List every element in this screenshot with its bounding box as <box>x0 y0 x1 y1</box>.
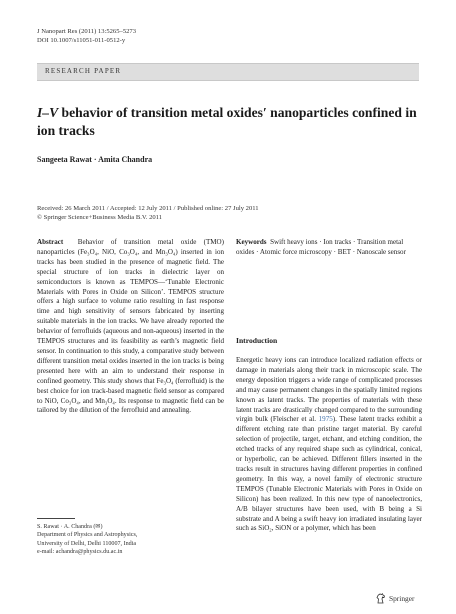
article-type-banner <box>37 63 419 81</box>
citation-link[interactable]: 1975 <box>318 415 333 424</box>
journal-citation: J Nanopart Res (2011) 13:5265–5273 <box>37 28 137 35</box>
keywords-paragraph <box>236 238 422 258</box>
journal-header <box>37 27 136 45</box>
abstract-text: Behavior of transition metal oxide (TMO) nanoparticles (Fe₃O₄, NiO, Co₃O₄, and Mn₃O₄) inserted in ion tracks has been studied in the presence of magnetic field. The special structure of ion tracks in dielectric layer on semiconductors is known as TEMPOS—‘Tunable Electronic Materials with Pores in Oxide on Silicon’. TEMPOS structure offers a high surface to volume ratio resulting in fast response time and high sensitivity of sensors fabricated by inserting suitable materials in the ion tracks. We have already reported the behavior of ferrofluids (aqueous and non-aqueous) inserted in the TEMPOS structures and its feasibility as earth’s magnetic field sensor. In continuation to this study, a comparative study between different transition metal oxides inserted in the ion tracks is being presented here with an aim to understand their response in confined geometry. This study shows that Fe₃O₄ (ferrofluid) is the best choice for ion track-based magnetic field sensor as compared to NiO, Co₃O₄, and Mn₃O₄. Its response to magnetic field can be tailored by the dilution of the ferrofluid and annealing. <box>37 238 224 415</box>
publisher-mark <box>376 593 414 604</box>
keywords-text: Swift heavy ions · Ion tracks · Transition metal oxides · Atomic force microscopy · BET · Nanoscale sensor <box>236 238 406 256</box>
introduction-paragraph <box>236 356 422 534</box>
author-affiliation <box>37 523 137 556</box>
abstract-section <box>37 238 224 416</box>
abstract-label: Abstract <box>37 238 64 246</box>
author-list: Sangeeta Rawat · Amita Chandra <box>37 155 153 164</box>
abstract-paragraph <box>37 238 224 416</box>
article-type-label: RESEARCH PAPER <box>45 67 122 75</box>
university: University of Delhi, Delhi 110007, India <box>37 540 137 547</box>
publication-history <box>37 204 259 222</box>
springer-horse-icon <box>376 593 386 604</box>
keywords-label: Keywords <box>236 238 267 246</box>
paper-title <box>37 104 417 140</box>
publisher-name: Springer <box>389 594 415 603</box>
copyright-line: © Springer Science+Business Media B.V. 2011 <box>37 214 163 222</box>
department: Department of Physics and Astrophysics, <box>37 532 138 539</box>
publication-dates: Received: 26 March 2011 / Accepted: 12 July 2011 / Published online: 27 July 2011 <box>37 205 259 212</box>
paper-title-italic: I–V <box>37 105 59 120</box>
paper-title-rest: behavior of transition metal oxides′ nanoparticles confined in ion tracks <box>37 105 417 138</box>
corresponding-authors: S. Rawat · A. Chandra (✉) <box>37 524 103 530</box>
journal-doi: DOI 10.1007/s11051-011-0512-y <box>37 37 126 44</box>
intro-text-part2: ). These latent tracks exhibit a different etching rate than pristine target material. By careful selection of projectile, target, etchant, and etching condition, the etched tracks of any required shape such as cylindrical, conical, or hyperbolic, can be achieved. Different fillers inserted in the tracks result in structures having different properties in confined geometry. In this way, a novel family of electronic structure TEMPOS (Tunable Electronic Materials with Pores in Oxide on Silicon) has been realized. In this new type of nanoelectronics, A/B bilayer structures have been used, with B being a Si substrate and A being a swift heavy ion irradiated insulating layer such as SiO₂, SiON or a polymer, which has been <box>236 415 423 533</box>
author-email[interactable]: e-mail: achandra@physics.du.ac.in <box>37 548 123 555</box>
keywords-section <box>236 238 422 258</box>
introduction-body <box>236 356 422 534</box>
intro-text-part1: Energetic heavy ions can introduce localized radiation effects or damage in materials along their track in microscopic scale. The energy deposition triggers a wide range of complicated processes and may cause permanent changes in the spatially limited regions known as latent tracks. The properties of materials with these latent tracks are drastically changed compared to the surrounding virgin bulk (Fleischer et al. <box>236 356 422 424</box>
section-heading-introduction: Introduction <box>236 336 278 345</box>
footnote-divider <box>37 518 75 519</box>
